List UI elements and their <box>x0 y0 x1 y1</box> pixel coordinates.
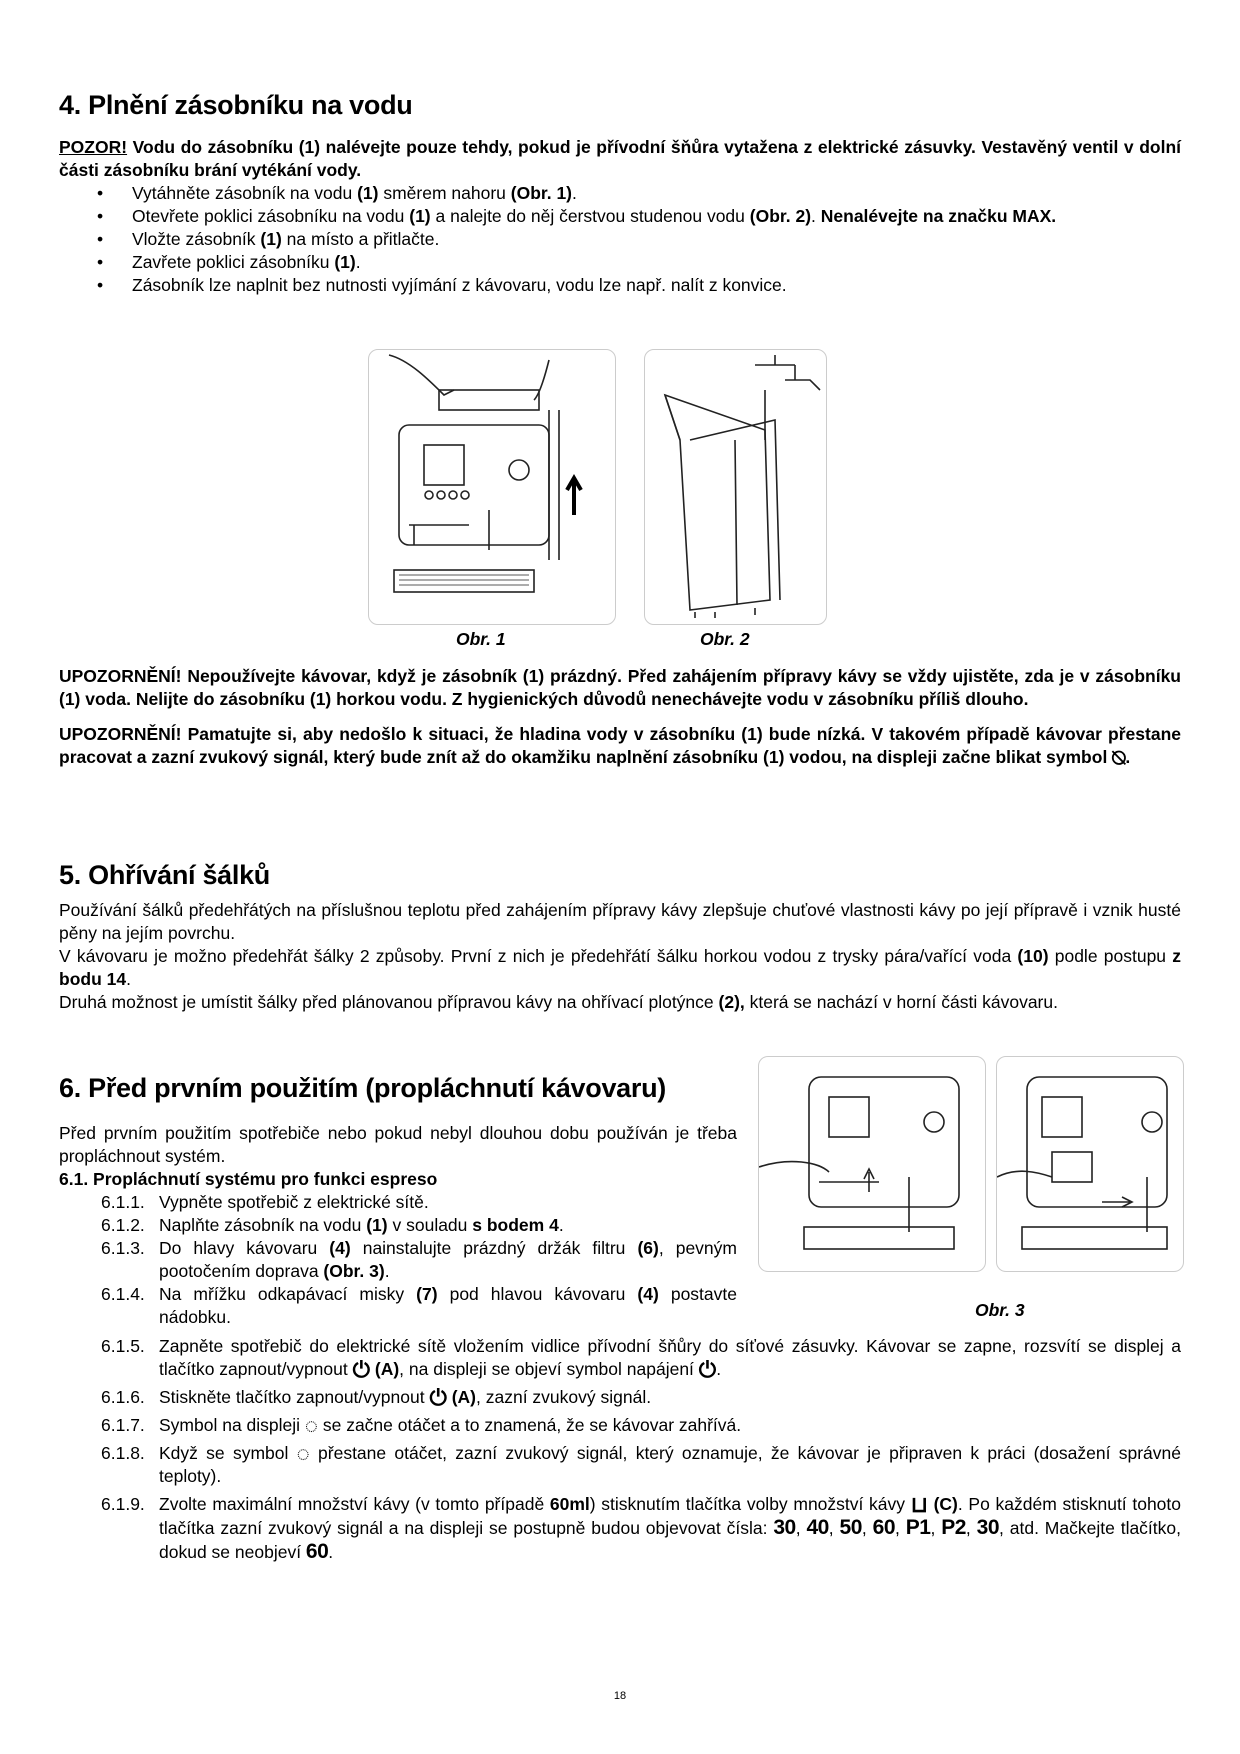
text-segment: postavte nádobku. <box>159 1284 737 1327</box>
text-segment: , <box>828 1518 840 1538</box>
text-segment: Symbol na displeji <box>159 1415 305 1435</box>
warning-text: Vodu do zásobníku (1) nalévejte pouze tehdy, pokud je přívodní šňůra vytažena z elektrické zásuvky. Vestavěný ventil v dolní části zásobníku brání vytékání vody. <box>59 137 1181 180</box>
text-segment: Když se symbol <box>159 1443 297 1463</box>
text-segment: . <box>811 206 821 226</box>
no-water-drop-icon: ⍉ <box>1112 745 1126 770</box>
text-segment: . <box>558 1215 564 1235</box>
section-6-title: 6. Před prvním použitím (propláchnutí kávovaru) <box>59 1073 666 1103</box>
text-segment: (1) <box>366 1215 388 1235</box>
text-segment: , <box>861 1518 873 1538</box>
step-number: 6.1.7. <box>101 1415 145 1435</box>
step-item <box>101 1493 1181 1564</box>
text-segment: Vypněte spotřebič z elektrické sítě. <box>159 1192 429 1212</box>
step-number: 6.1.9. <box>101 1494 145 1514</box>
text-segment: , atd. Mačkejte tlačítko, dokud se neobjeví <box>159 1518 1182 1562</box>
text-segment: Do hlavy kávovaru <box>159 1238 330 1258</box>
list-item <box>59 251 1181 274</box>
figure-3b-image <box>996 1056 1184 1272</box>
text-segment: , <box>795 1518 807 1538</box>
notices <box>59 665 1181 769</box>
display-value: 30 <box>976 1516 999 1539</box>
section-6-intro: Před prvním použitím spotřebiče nebo pokud nebyl dlouhou dobu používán je třeba propláchnout systém. <box>59 1123 737 1166</box>
text-segment: Používání šálků předehřátých na příslušnou teplotu před zahájením přípravy kávy zlepšuje chuťové vlastnosti kávy po její přípravě i vznik husté pěny na jejím povrchu. <box>59 900 1181 943</box>
power-icon: ⏻ <box>429 1385 447 1410</box>
text-segment: s bodem 4 <box>472 1215 559 1235</box>
text-segment: (6) <box>637 1238 659 1258</box>
text-segment: . <box>572 183 577 203</box>
text-segment: přestane otáčet, zazní zvukový signál, který oznamuje, že kávovar je připraven k práci (dosažení správné teploty). <box>159 1443 1182 1486</box>
text-segment: Naplňte zásobník na vodu <box>159 1215 367 1235</box>
notice-empty-tank: UPOZORNĚNÍ! Nepoužívejte kávovar, když je zásobník (1) prázdný. Před zahájením přípravy kávy se vždy ujistěte, zda je v zásobníku (1) voda. Nelijte do zásobníku (1) horkou vodu. Z hygienických důvodů nenechávejte vodu v zásobníku příliš dlouho. <box>59 666 1181 709</box>
display-value: P2 <box>941 1516 966 1539</box>
text-segment: . <box>355 252 361 272</box>
text-segment: (4) <box>329 1238 351 1258</box>
text-segment: z bodu 14 <box>59 946 1181 989</box>
step-text <box>159 1191 737 1214</box>
text-segment: , na displeji se objeví symbol napájení <box>399 1359 699 1379</box>
step-item <box>101 1442 1181 1488</box>
section-4-body <box>59 136 1181 297</box>
text-segment: . <box>716 1359 722 1379</box>
text-segment: Druhá možnost je umístit šálky před plánovanou přípravou kávy na ohřívací plotýnce <box>59 992 719 1012</box>
list-item <box>59 182 1181 205</box>
text-segment: , <box>895 1518 906 1538</box>
text-segment: V kávovaru je možno předehřát šálky 2 způsoby. První z nich je předehřátí šálku horkou vodou z trysky pára/vařící voda <box>59 946 1018 966</box>
text-segment: (Obr. 2) <box>749 206 812 226</box>
figure-1-image <box>368 349 616 625</box>
step-number: 6.1.4. <box>101 1284 145 1304</box>
text-segment: (Obr. 3) <box>323 1261 385 1281</box>
text-segment: v souladu <box>387 1215 473 1235</box>
step-number: 6.1.2. <box>101 1215 145 1235</box>
text-segment: se začne otáčet a to znamená, že se kávovar zahřívá. <box>317 1415 742 1435</box>
page-number: 18 <box>613 1690 627 1702</box>
text-segment: na místo a přitlačte. <box>281 229 440 249</box>
text-segment: Stiskněte tlačítko zapnout/vypnout <box>159 1387 430 1407</box>
text-segment: která se nachází v horní části kávovaru. <box>744 992 1058 1012</box>
text-segment: Zásobník lze naplnit bez nutnosti vyjímání z kávovaru, vodu lze např. nalít z konvice. <box>132 275 787 295</box>
display-value: P1 <box>905 1516 931 1539</box>
paragraph <box>59 991 1181 1014</box>
steps-list-top <box>59 1191 737 1329</box>
text-segment: Nenalévejte na značku MAX. <box>820 206 1057 226</box>
step-item <box>101 1214 737 1237</box>
text-segment: pod hlavou kávovaru <box>437 1284 638 1304</box>
text-segment: 60ml <box>549 1494 590 1514</box>
figure-2-image <box>644 349 827 625</box>
paragraph <box>59 899 1181 945</box>
text-segment: (4) <box>637 1284 659 1304</box>
text-segment: . <box>384 1261 390 1281</box>
notice-low-water <box>59 723 1181 769</box>
text-segment: , zazní zvukový signál. <box>476 1387 652 1407</box>
list-item <box>59 228 1181 251</box>
step-number: 6.1.5. <box>101 1336 145 1356</box>
cup-icon: ⊔ <box>910 1492 928 1517</box>
display-value: 40 <box>806 1516 829 1539</box>
step-text <box>159 1283 737 1329</box>
text-segment: Na mřížku odkapávací misky <box>159 1284 417 1304</box>
text-segment: (1) <box>260 229 282 249</box>
text-segment: Vytáhněte zásobník na vodu <box>132 183 358 203</box>
warning-label: POZOR! <box>59 137 128 157</box>
paragraph <box>59 945 1181 991</box>
steps-list-bottom <box>59 1335 1181 1569</box>
section-5-title: 5. Ohřívání šálků <box>59 860 270 890</box>
step-item <box>101 1191 737 1214</box>
text-segment: a nalejte do něj čerstvou studenou vodu <box>430 206 750 226</box>
step-number: 6.1.8. <box>101 1443 145 1463</box>
section-4-title: 4. Plnění zásobníku na vodu <box>59 90 413 120</box>
step-text <box>159 1214 737 1237</box>
text-segment: Zavřete poklici zásobníku <box>132 252 335 272</box>
text-segment: (A) <box>370 1359 400 1379</box>
text-segment: Zvolte maximální množství kávy (v tomto případě <box>159 1494 550 1514</box>
step-item <box>101 1237 737 1283</box>
text-segment: nainstalujte prázdný držák filtru <box>350 1238 638 1258</box>
subsection-6-1-title: 6.1. Propláchnutí systému pro funkci espreso <box>59 1169 438 1189</box>
text-segment: (1) <box>357 183 379 203</box>
text-segment: . <box>328 1542 334 1562</box>
text-segment: (2), <box>718 992 745 1012</box>
text-segment: Zapněte spotřebič do elektrické sítě vložením vidlice přívodní šňůry do síťové zásuvky. Kávovar se zapne, rozsvítí se displej a tlačítko zapnout/vypnout <box>159 1336 1181 1379</box>
figure-2-caption: Obr. 2 <box>700 629 750 649</box>
notice-low-water-text: UPOZORNĚNÍ! Pamatujte si, aby nedošlo k situaci, že hladina vody v zásobníku (1) bude nízká. V takovém případě kávovar přestane pracovat a zazní zvukový signál, který bude znít až do okamžiku naplnění zásobníku (1) vodou, na displeji začne blikat symbol <box>59 724 1181 767</box>
text-segment: podle postupu <box>1048 946 1173 966</box>
step-item <box>101 1283 737 1329</box>
step-text <box>159 1237 737 1283</box>
figure-1-caption: Obr. 1 <box>456 629 506 649</box>
step-text <box>159 1442 1181 1488</box>
step-text <box>159 1493 1181 1564</box>
fill-steps-list <box>59 182 1181 297</box>
section-5-body <box>59 899 1181 1014</box>
list-item <box>59 205 1181 228</box>
display-value: 60 <box>305 1540 329 1563</box>
section-6-intro-block <box>59 1122 737 1329</box>
notice-end: . <box>1125 747 1131 767</box>
text-segment: (1) <box>409 206 431 226</box>
text-segment: (10) <box>1017 946 1049 966</box>
text-segment: ) stisknutím tlačítka volby množství kávy <box>589 1494 911 1514</box>
step-text <box>159 1335 1181 1381</box>
text-segment: směrem nahoru <box>378 183 511 203</box>
step-number: 6.1.1. <box>101 1192 145 1212</box>
warning-paragraph <box>59 136 1181 182</box>
text-segment: (1) <box>334 252 356 272</box>
text-segment: (Obr. 1) <box>510 183 573 203</box>
step-number: 6.1.6. <box>101 1387 145 1407</box>
text-segment: (C) <box>927 1494 958 1514</box>
text-segment: , pevným pootočením doprava <box>159 1238 737 1281</box>
list-item <box>59 274 1181 297</box>
text-segment: Vložte zásobník <box>132 229 261 249</box>
step-item <box>101 1386 1181 1409</box>
text-segment: , <box>965 1518 977 1538</box>
step-item <box>101 1335 1181 1381</box>
text-segment: . <box>126 969 131 989</box>
text-segment: (7) <box>416 1284 438 1304</box>
heat-icon: ◌ <box>296 1441 310 1466</box>
step-text <box>159 1386 1181 1409</box>
step-text <box>159 1414 1181 1437</box>
text-segment: . Po každém stisknutí tohoto tlačítka zazní zvukový signál a na displeji se postupně budou objevovat čísla: <box>159 1494 1182 1538</box>
display-value: 60 <box>872 1516 896 1539</box>
text-segment: , <box>930 1518 942 1538</box>
display-value: 50 <box>839 1516 862 1539</box>
figure-3a-image <box>758 1056 986 1272</box>
text-segment: Otevřete poklici zásobníku na vodu <box>132 206 410 226</box>
step-number: 6.1.3. <box>101 1238 145 1258</box>
heat-icon: ◌ <box>304 1413 318 1438</box>
power-icon: ⏻ <box>698 1357 717 1382</box>
power-icon: ⏻ <box>352 1357 370 1382</box>
text-segment: (A) <box>446 1387 477 1407</box>
figure-3-caption: Obr. 3 <box>975 1300 1025 1320</box>
display-value: 30 <box>773 1516 796 1539</box>
step-item <box>101 1414 1181 1437</box>
